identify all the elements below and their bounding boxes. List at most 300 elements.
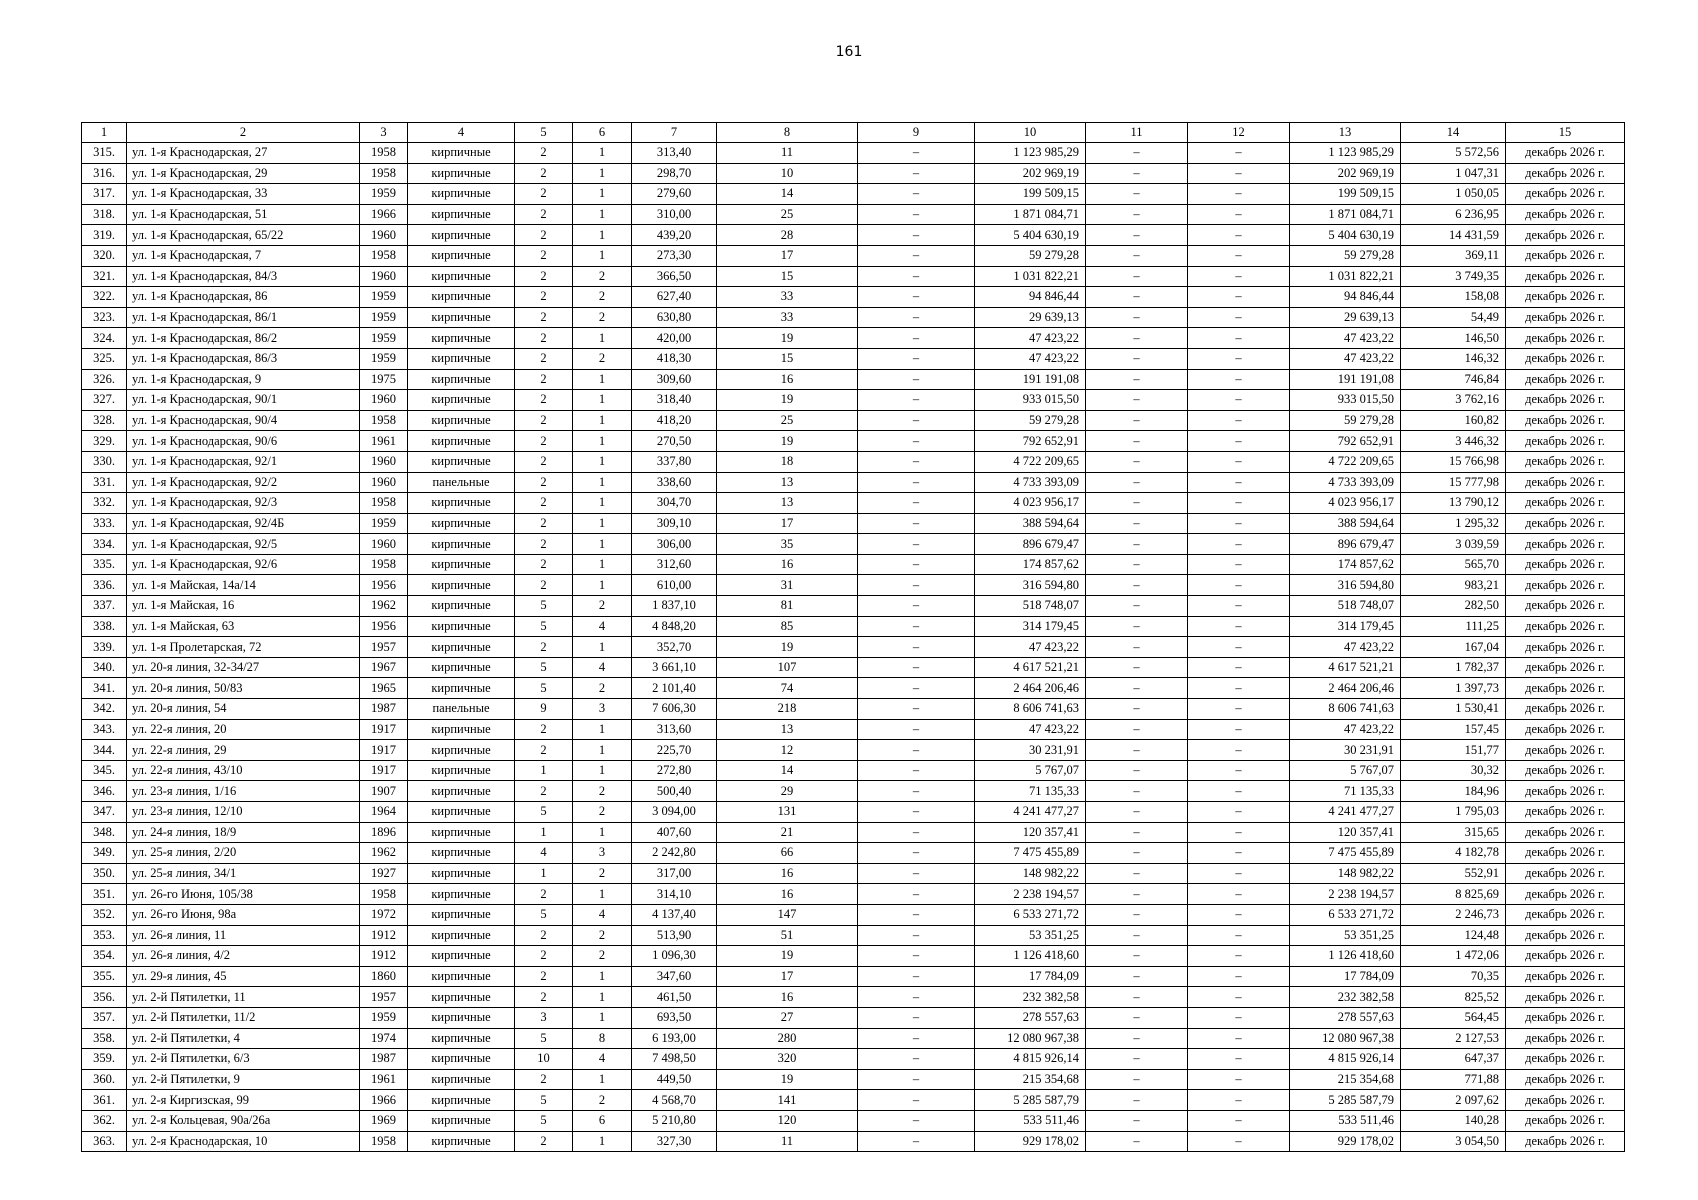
cell-address: ул. 1-я Краснодарская, 92/6: [127, 554, 360, 575]
table-row: [82, 740, 1625, 761]
cell-year-built: 1960: [360, 451, 408, 472]
cell-residents: 16: [717, 987, 858, 1008]
cell-col-11-value: –: [1086, 657, 1188, 678]
table-row: [82, 410, 1625, 431]
cell-year-built: 1987: [360, 699, 408, 720]
cell-area: 4 568,70: [632, 1090, 717, 1111]
cell-deadline: декабрь 2026 г.: [1506, 184, 1625, 205]
cell-col-14-value: 315,65: [1401, 822, 1506, 843]
cell-year-built: 1974: [360, 1028, 408, 1049]
cell-col-9-value: –: [858, 431, 975, 452]
cell-row-number: 354.: [82, 946, 127, 967]
cell-row-number: 325.: [82, 348, 127, 369]
cell-col-13-value: 4 722 209,65: [1290, 451, 1401, 472]
cell-entrances: 1: [573, 184, 632, 205]
cell-wall-material: кирпичные: [408, 740, 515, 761]
cell-floors: 1: [515, 822, 573, 843]
cell-wall-material: кирпичные: [408, 1049, 515, 1070]
cell-col-12-value: –: [1188, 946, 1290, 967]
cell-col-11-value: –: [1086, 390, 1188, 411]
cell-col-11-value: –: [1086, 699, 1188, 720]
cell-address: ул. 1-я Краснодарская, 27: [127, 143, 360, 164]
cell-wall-material: кирпичные: [408, 966, 515, 987]
cell-col-12-value: –: [1188, 575, 1290, 596]
cell-wall-material: кирпичные: [408, 534, 515, 555]
cell-col-13-value: 5 404 630,19: [1290, 225, 1401, 246]
cell-col-12-value: –: [1188, 287, 1290, 308]
cell-residents: 51: [717, 925, 858, 946]
cell-year-built: 1917: [360, 760, 408, 781]
cell-address: ул. 1-я Краснодарская, 92/1: [127, 451, 360, 472]
cell-col-11-value: –: [1086, 1049, 1188, 1070]
cell-address: ул. 25-я линия, 34/1: [127, 863, 360, 884]
cell-col-13-value: 17 784,09: [1290, 966, 1401, 987]
cell-address: ул. 29-я линия, 45: [127, 966, 360, 987]
cell-col-13-value: 120 357,41: [1290, 822, 1401, 843]
cell-col-9-value: –: [858, 1090, 975, 1111]
cell-col-12-value: –: [1188, 225, 1290, 246]
cell-year-built: 1907: [360, 781, 408, 802]
cell-col-13-value: 202 969,19: [1290, 163, 1401, 184]
cell-entrances: 2: [573, 266, 632, 287]
cell-entrances: 2: [573, 863, 632, 884]
cell-col-11-value: –: [1086, 966, 1188, 987]
cell-entrances: 1: [573, 1069, 632, 1090]
cell-row-number: 347.: [82, 802, 127, 823]
cell-address: ул. 1-я Краснодарская, 84/3: [127, 266, 360, 287]
cell-deadline: декабрь 2026 г.: [1506, 637, 1625, 658]
cell-floors: 2: [515, 1131, 573, 1152]
cell-residents: 19: [717, 328, 858, 349]
table-row: [82, 451, 1625, 472]
cell-residents: 27: [717, 1007, 858, 1028]
cell-row-number: 359.: [82, 1049, 127, 1070]
cell-row-number: 334.: [82, 534, 127, 555]
cell-area: 420,00: [632, 328, 717, 349]
cell-residents: 14: [717, 184, 858, 205]
cell-area: 1 837,10: [632, 596, 717, 617]
cell-col-10-value: 47 423,22: [975, 328, 1086, 349]
cell-address: ул. 26-го Июня, 98а: [127, 904, 360, 925]
cell-col-14-value: 1 050,05: [1401, 184, 1506, 205]
cell-col-9-value: –: [858, 369, 975, 390]
cell-col-13-value: 199 509,15: [1290, 184, 1401, 205]
cell-residents: 13: [717, 472, 858, 493]
cell-entrances: 1: [573, 513, 632, 534]
cell-col-9-value: –: [858, 245, 975, 266]
cell-area: 500,40: [632, 781, 717, 802]
cell-area: 3 661,10: [632, 657, 717, 678]
cell-col-9-value: –: [858, 596, 975, 617]
cell-row-number: 351.: [82, 884, 127, 905]
cell-residents: 19: [717, 637, 858, 658]
cell-wall-material: кирпичные: [408, 987, 515, 1008]
cell-address: ул. 1-я Краснодарская, 92/2: [127, 472, 360, 493]
cell-col-11-value: –: [1086, 987, 1188, 1008]
cell-address: ул. 2-я Краснодарская, 10: [127, 1131, 360, 1152]
cell-year-built: 1912: [360, 925, 408, 946]
cell-col-14-value: 3 039,59: [1401, 534, 1506, 555]
cell-entrances: 1: [573, 575, 632, 596]
table-row: [82, 493, 1625, 514]
cell-deadline: декабрь 2026 г.: [1506, 472, 1625, 493]
cell-deadline: декабрь 2026 г.: [1506, 245, 1625, 266]
cell-wall-material: кирпичные: [408, 204, 515, 225]
cell-col-11-value: –: [1086, 369, 1188, 390]
table-row: [82, 266, 1625, 287]
cell-deadline: декабрь 2026 г.: [1506, 369, 1625, 390]
cell-residents: 16: [717, 554, 858, 575]
cell-entrances: 1: [573, 822, 632, 843]
cell-col-9-value: –: [858, 307, 975, 328]
cell-col-11-value: –: [1086, 822, 1188, 843]
cell-area: 449,50: [632, 1069, 717, 1090]
cell-col-9-value: –: [858, 843, 975, 864]
cell-floors: 2: [515, 781, 573, 802]
cell-residents: 33: [717, 287, 858, 308]
cell-address: ул. 1-я Краснодарская, 86/1: [127, 307, 360, 328]
cell-area: 407,60: [632, 822, 717, 843]
cell-wall-material: кирпичные: [408, 616, 515, 637]
cell-col-9-value: –: [858, 1007, 975, 1028]
cell-entrances: 1: [573, 472, 632, 493]
cell-row-number: 326.: [82, 369, 127, 390]
cell-col-9-value: –: [858, 719, 975, 740]
column-header: 6: [573, 123, 632, 143]
cell-entrances: 8: [573, 1028, 632, 1049]
cell-col-14-value: 825,52: [1401, 987, 1506, 1008]
cell-col-11-value: –: [1086, 1007, 1188, 1028]
cell-col-9-value: –: [858, 904, 975, 925]
cell-residents: 12: [717, 740, 858, 761]
cell-row-number: 362.: [82, 1110, 127, 1131]
cell-col-10-value: 1 031 822,21: [975, 266, 1086, 287]
cell-entrances: 4: [573, 1049, 632, 1070]
cell-residents: 16: [717, 863, 858, 884]
cell-col-13-value: 7 475 455,89: [1290, 843, 1401, 864]
cell-wall-material: кирпичные: [408, 781, 515, 802]
cell-entrances: 2: [573, 802, 632, 823]
cell-deadline: декабрь 2026 г.: [1506, 781, 1625, 802]
cell-wall-material: кирпичные: [408, 225, 515, 246]
cell-wall-material: кирпичные: [408, 328, 515, 349]
cell-area: 298,70: [632, 163, 717, 184]
cell-col-11-value: –: [1086, 348, 1188, 369]
cell-wall-material: кирпичные: [408, 596, 515, 617]
cell-col-14-value: 140,28: [1401, 1110, 1506, 1131]
cell-col-12-value: –: [1188, 554, 1290, 575]
cell-col-14-value: 3 054,50: [1401, 1131, 1506, 1152]
column-header: 7: [632, 123, 717, 143]
cell-col-10-value: 1 123 985,29: [975, 143, 1086, 164]
cell-year-built: 1959: [360, 1007, 408, 1028]
cell-entrances: 4: [573, 657, 632, 678]
cell-entrances: 1: [573, 225, 632, 246]
cell-address: ул. 2-й Пятилетки, 6/3: [127, 1049, 360, 1070]
cell-col-10-value: 4 617 521,21: [975, 657, 1086, 678]
cell-row-number: 339.: [82, 637, 127, 658]
cell-col-9-value: –: [858, 1069, 975, 1090]
cell-col-11-value: –: [1086, 719, 1188, 740]
cell-col-12-value: –: [1188, 163, 1290, 184]
cell-col-13-value: 929 178,02: [1290, 1131, 1401, 1152]
cell-deadline: декабрь 2026 г.: [1506, 431, 1625, 452]
cell-deadline: декабрь 2026 г.: [1506, 204, 1625, 225]
cell-floors: 2: [515, 307, 573, 328]
cell-col-14-value: 2 097,62: [1401, 1090, 1506, 1111]
cell-entrances: 1: [573, 1131, 632, 1152]
cell-col-13-value: 191 191,08: [1290, 369, 1401, 390]
cell-col-12-value: –: [1188, 904, 1290, 925]
cell-row-number: 337.: [82, 596, 127, 617]
cell-area: 693,50: [632, 1007, 717, 1028]
cell-address: ул. 1-я Майская, 14а/14: [127, 575, 360, 596]
cell-entrances: 1: [573, 719, 632, 740]
cell-area: 610,00: [632, 575, 717, 596]
cell-col-10-value: 4 241 477,27: [975, 802, 1086, 823]
cell-address: ул. 26-я линия, 11: [127, 925, 360, 946]
cell-col-11-value: –: [1086, 410, 1188, 431]
cell-address: ул. 22-я линия, 20: [127, 719, 360, 740]
cell-col-12-value: –: [1188, 781, 1290, 802]
cell-col-14-value: 6 236,95: [1401, 204, 1506, 225]
cell-entrances: 1: [573, 163, 632, 184]
cell-col-13-value: 4 815 926,14: [1290, 1049, 1401, 1070]
cell-entrances: 1: [573, 390, 632, 411]
cell-entrances: 2: [573, 1090, 632, 1111]
cell-floors: 5: [515, 596, 573, 617]
cell-address: ул. 1-я Краснодарская, 33: [127, 184, 360, 205]
cell-col-13-value: 5 767,07: [1290, 760, 1401, 781]
cell-col-12-value: –: [1188, 1110, 1290, 1131]
cell-col-10-value: 215 354,68: [975, 1069, 1086, 1090]
cell-wall-material: кирпичные: [408, 184, 515, 205]
cell-residents: 131: [717, 802, 858, 823]
cell-col-12-value: –: [1188, 266, 1290, 287]
cell-wall-material: кирпичные: [408, 843, 515, 864]
cell-deadline: декабрь 2026 г.: [1506, 678, 1625, 699]
cell-area: 327,30: [632, 1131, 717, 1152]
cell-col-14-value: 1 397,73: [1401, 678, 1506, 699]
cell-col-14-value: 5 572,56: [1401, 143, 1506, 164]
cell-wall-material: кирпичные: [408, 1007, 515, 1028]
cell-residents: 120: [717, 1110, 858, 1131]
cell-address: ул. 23-я линия, 12/10: [127, 802, 360, 823]
cell-col-9-value: –: [858, 1049, 975, 1070]
cell-deadline: декабрь 2026 г.: [1506, 143, 1625, 164]
cell-wall-material: кирпичные: [408, 163, 515, 184]
cell-col-9-value: –: [858, 1131, 975, 1152]
cell-residents: 107: [717, 657, 858, 678]
cell-col-9-value: –: [858, 390, 975, 411]
cell-col-13-value: 1 871 084,71: [1290, 204, 1401, 225]
cell-row-number: 317.: [82, 184, 127, 205]
cell-col-14-value: 4 182,78: [1401, 843, 1506, 864]
cell-entrances: 1: [573, 451, 632, 472]
cell-area: 270,50: [632, 431, 717, 452]
cell-col-14-value: 1 472,06: [1401, 946, 1506, 967]
cell-col-10-value: 388 594,64: [975, 513, 1086, 534]
cell-col-11-value: –: [1086, 1028, 1188, 1049]
cell-col-13-value: 5 285 587,79: [1290, 1090, 1401, 1111]
cell-area: 418,20: [632, 410, 717, 431]
cell-year-built: 1959: [360, 513, 408, 534]
cell-residents: 25: [717, 410, 858, 431]
cell-row-number: 335.: [82, 554, 127, 575]
cell-residents: 13: [717, 493, 858, 514]
cell-col-14-value: 647,37: [1401, 1049, 1506, 1070]
cell-area: 306,00: [632, 534, 717, 555]
cell-floors: 9: [515, 699, 573, 720]
column-header: 14: [1401, 123, 1506, 143]
cell-col-12-value: –: [1188, 1131, 1290, 1152]
cell-col-13-value: 94 846,44: [1290, 287, 1401, 308]
cell-deadline: декабрь 2026 г.: [1506, 534, 1625, 555]
cell-address: ул. 20-я линия, 50/83: [127, 678, 360, 699]
table-row: [82, 657, 1625, 678]
cell-col-10-value: 120 357,41: [975, 822, 1086, 843]
cell-deadline: декабрь 2026 г.: [1506, 266, 1625, 287]
cell-entrances: 2: [573, 946, 632, 967]
cell-residents: 280: [717, 1028, 858, 1049]
cell-wall-material: панельные: [408, 699, 515, 720]
cell-col-10-value: 30 231,91: [975, 740, 1086, 761]
cell-col-12-value: –: [1188, 534, 1290, 555]
cell-year-built: 1959: [360, 287, 408, 308]
cell-entrances: 1: [573, 884, 632, 905]
cell-col-9-value: –: [858, 410, 975, 431]
cell-col-11-value: –: [1086, 287, 1188, 308]
cell-area: 6 193,00: [632, 1028, 717, 1049]
cell-col-13-value: 148 982,22: [1290, 863, 1401, 884]
cell-row-number: 318.: [82, 204, 127, 225]
cell-col-14-value: 146,32: [1401, 348, 1506, 369]
cell-wall-material: кирпичные: [408, 369, 515, 390]
cell-col-10-value: 148 982,22: [975, 863, 1086, 884]
cell-col-14-value: 1 047,31: [1401, 163, 1506, 184]
cell-col-14-value: 3 446,32: [1401, 431, 1506, 452]
cell-entrances: 1: [573, 740, 632, 761]
cell-year-built: 1961: [360, 431, 408, 452]
cell-floors: 2: [515, 369, 573, 390]
cell-deadline: декабрь 2026 г.: [1506, 575, 1625, 596]
column-header: 13: [1290, 123, 1401, 143]
table-row: [82, 184, 1625, 205]
cell-row-number: 344.: [82, 740, 127, 761]
table-row: [82, 843, 1625, 864]
cell-deadline: декабрь 2026 г.: [1506, 719, 1625, 740]
cell-floors: 2: [515, 410, 573, 431]
cell-col-13-value: 933 015,50: [1290, 390, 1401, 411]
cell-residents: 21: [717, 822, 858, 843]
cell-col-13-value: 47 423,22: [1290, 719, 1401, 740]
cell-col-11-value: –: [1086, 863, 1188, 884]
cell-col-10-value: 47 423,22: [975, 348, 1086, 369]
cell-area: 318,40: [632, 390, 717, 411]
cell-col-9-value: –: [858, 884, 975, 905]
cell-floors: 2: [515, 554, 573, 575]
cell-floors: 2: [515, 143, 573, 164]
cell-col-11-value: –: [1086, 245, 1188, 266]
cell-wall-material: кирпичные: [408, 410, 515, 431]
cell-col-11-value: –: [1086, 184, 1188, 205]
cell-deadline: декабрь 2026 г.: [1506, 699, 1625, 720]
cell-col-13-value: 518 748,07: [1290, 596, 1401, 617]
cell-year-built: 1958: [360, 493, 408, 514]
cell-area: 347,60: [632, 966, 717, 987]
cell-area: 439,20: [632, 225, 717, 246]
cell-residents: 19: [717, 390, 858, 411]
cell-floors: 3: [515, 1007, 573, 1028]
cell-floors: 2: [515, 946, 573, 967]
cell-col-12-value: –: [1188, 328, 1290, 349]
cell-residents: 19: [717, 946, 858, 967]
cell-row-number: 321.: [82, 266, 127, 287]
cell-entrances: 1: [573, 410, 632, 431]
cell-area: 7 498,50: [632, 1049, 717, 1070]
cell-col-14-value: 160,82: [1401, 410, 1506, 431]
cell-col-14-value: 369,11: [1401, 245, 1506, 266]
cell-col-13-value: 1 126 418,60: [1290, 946, 1401, 967]
cell-residents: 15: [717, 266, 858, 287]
cell-wall-material: кирпичные: [408, 1110, 515, 1131]
cell-residents: 147: [717, 904, 858, 925]
cell-col-13-value: 8 606 741,63: [1290, 699, 1401, 720]
cell-col-11-value: –: [1086, 884, 1188, 905]
cell-row-number: 349.: [82, 843, 127, 864]
cell-col-9-value: –: [858, 966, 975, 987]
cell-wall-material: кирпичные: [408, 431, 515, 452]
cell-entrances: 1: [573, 369, 632, 390]
cell-col-13-value: 47 423,22: [1290, 328, 1401, 349]
cell-col-13-value: 1 123 985,29: [1290, 143, 1401, 164]
cell-col-12-value: –: [1188, 596, 1290, 617]
table-row: [82, 678, 1625, 699]
table-row: [82, 143, 1625, 164]
cell-col-9-value: –: [858, 1110, 975, 1131]
cell-col-9-value: –: [858, 163, 975, 184]
cell-col-11-value: –: [1086, 493, 1188, 514]
cell-col-11-value: –: [1086, 637, 1188, 658]
cell-deadline: декабрь 2026 г.: [1506, 493, 1625, 514]
cell-col-12-value: –: [1188, 451, 1290, 472]
cell-row-number: 336.: [82, 575, 127, 596]
cell-residents: 35: [717, 534, 858, 555]
cell-floors: 1: [515, 863, 573, 884]
cell-address: ул. 1-я Краснодарская, 29: [127, 163, 360, 184]
cell-wall-material: кирпичные: [408, 822, 515, 843]
cell-col-10-value: 202 969,19: [975, 163, 1086, 184]
cell-wall-material: кирпичные: [408, 1028, 515, 1049]
table-row: [82, 204, 1625, 225]
cell-residents: 81: [717, 596, 858, 617]
table-row: [82, 781, 1625, 802]
cell-col-11-value: –: [1086, 596, 1188, 617]
cell-area: 2 242,80: [632, 843, 717, 864]
cell-col-14-value: 565,70: [1401, 554, 1506, 575]
cell-floors: 2: [515, 451, 573, 472]
cell-col-14-value: 13 790,12: [1401, 493, 1506, 514]
cell-row-number: 315.: [82, 143, 127, 164]
cell-address: ул. 2-й Пятилетки, 9: [127, 1069, 360, 1090]
cell-row-number: 327.: [82, 390, 127, 411]
cell-row-number: 332.: [82, 493, 127, 514]
cell-wall-material: кирпичные: [408, 802, 515, 823]
cell-year-built: 1957: [360, 987, 408, 1008]
cell-col-11-value: –: [1086, 616, 1188, 637]
cell-col-13-value: 2 238 194,57: [1290, 884, 1401, 905]
cell-col-10-value: 933 015,50: [975, 390, 1086, 411]
